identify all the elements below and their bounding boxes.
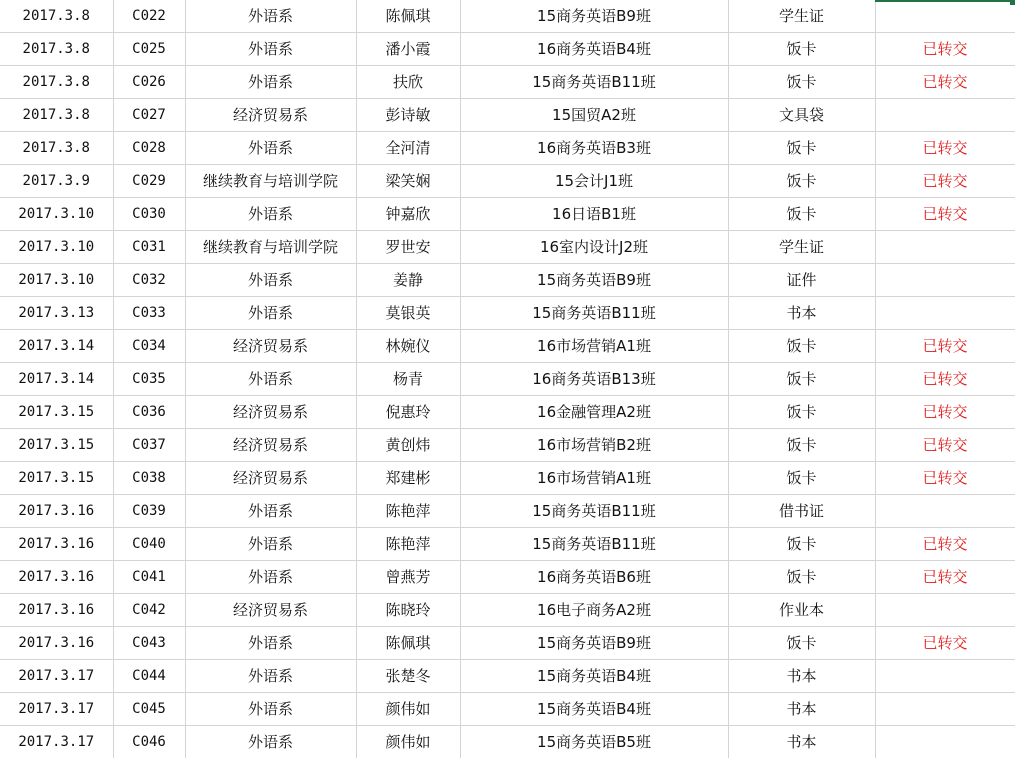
item-cell[interactable]: 书本 [728, 297, 875, 330]
date-cell[interactable]: 2017.3.17 [0, 693, 113, 726]
date-cell[interactable]: 2017.3.15 [0, 462, 113, 495]
status-cell[interactable]: 已转交 [875, 66, 1015, 99]
table-row [0, 264, 1015, 297]
code-cell[interactable]: C038 [113, 462, 185, 495]
class-cell[interactable]: 16金融管理A2班 [460, 396, 728, 429]
department-cell[interactable]: 外语系 [185, 264, 356, 297]
table-row [0, 99, 1015, 132]
date-cell[interactable]: 2017.3.8 [0, 33, 113, 66]
name-cell[interactable]: 倪惠玲 [356, 396, 460, 429]
class-cell[interactable]: 15商务英语B11班 [460, 528, 728, 561]
name-cell[interactable]: 林婉仪 [356, 330, 460, 363]
department-cell[interactable]: 外语系 [185, 660, 356, 693]
date-cell[interactable]: 2017.3.8 [0, 66, 113, 99]
class-cell[interactable]: 16日语B1班 [460, 198, 728, 231]
table-row [0, 396, 1015, 429]
item-cell[interactable]: 书本 [728, 693, 875, 726]
code-cell[interactable]: C030 [113, 198, 185, 231]
code-cell[interactable]: C026 [113, 66, 185, 99]
table-row [0, 660, 1015, 693]
name-cell[interactable]: 陈艳萍 [356, 528, 460, 561]
department-cell[interactable]: 外语系 [185, 297, 356, 330]
class-cell[interactable]: 15商务英语B4班 [460, 693, 728, 726]
table-row [0, 726, 1015, 758]
item-cell[interactable]: 饭卡 [728, 627, 875, 660]
department-cell[interactable]: 外语系 [185, 33, 356, 66]
code-cell[interactable]: C027 [113, 99, 185, 132]
status-cell[interactable]: 已转交 [875, 132, 1015, 165]
department-cell[interactable]: 经济贸易系 [185, 396, 356, 429]
item-cell[interactable]: 文具袋 [728, 99, 875, 132]
code-cell[interactable]: C044 [113, 660, 185, 693]
status-cell[interactable]: 已转交 [875, 627, 1015, 660]
department-cell[interactable]: 继续教育与培训学院 [185, 231, 356, 264]
name-cell[interactable]: 杨青 [356, 363, 460, 396]
date-cell[interactable]: 2017.3.16 [0, 561, 113, 594]
status-cell[interactable]: 已转交 [875, 396, 1015, 429]
department-cell[interactable]: 外语系 [185, 693, 356, 726]
code-cell[interactable]: C043 [113, 627, 185, 660]
name-cell[interactable]: 陈艳萍 [356, 495, 460, 528]
code-cell[interactable]: C025 [113, 33, 185, 66]
name-cell[interactable]: 全河清 [356, 132, 460, 165]
table-row [0, 429, 1015, 462]
code-cell[interactable]: C037 [113, 429, 185, 462]
status-cell[interactable] [875, 495, 1015, 528]
item-cell[interactable]: 饭卡 [728, 330, 875, 363]
department-cell[interactable]: 经济贸易系 [185, 462, 356, 495]
class-cell[interactable]: 16商务英语B13班 [460, 363, 728, 396]
class-cell[interactable]: 15商务英语B9班 [460, 627, 728, 660]
class-cell[interactable]: 16商务英语B4班 [460, 33, 728, 66]
item-cell[interactable]: 证件 [728, 264, 875, 297]
code-cell[interactable]: C046 [113, 726, 185, 758]
department-cell[interactable]: 外语系 [185, 198, 356, 231]
date-cell[interactable]: 2017.3.8 [0, 132, 113, 165]
code-cell[interactable]: C031 [113, 231, 185, 264]
date-cell[interactable]: 2017.3.8 [0, 0, 113, 33]
status-cell[interactable]: 已转交 [875, 429, 1015, 462]
status-cell[interactable]: 已转交 [875, 462, 1015, 495]
class-cell[interactable]: 15商务英语B11班 [460, 66, 728, 99]
date-cell[interactable]: 2017.3.10 [0, 198, 113, 231]
date-cell[interactable]: 2017.3.16 [0, 594, 113, 627]
item-cell[interactable]: 学生证 [728, 0, 875, 33]
date-cell[interactable]: 2017.3.16 [0, 627, 113, 660]
table-row [0, 561, 1015, 594]
department-cell[interactable]: 外语系 [185, 66, 356, 99]
name-cell[interactable]: 曾燕芳 [356, 561, 460, 594]
name-cell[interactable]: 陈晓玲 [356, 594, 460, 627]
name-cell[interactable]: 陈佩琪 [356, 627, 460, 660]
class-cell[interactable]: 16商务英语B6班 [460, 561, 728, 594]
status-cell[interactable] [875, 99, 1015, 132]
status-cell[interactable]: 已转交 [875, 198, 1015, 231]
date-cell[interactable]: 2017.3.15 [0, 429, 113, 462]
department-cell[interactable]: 经济贸易系 [185, 594, 356, 627]
item-cell[interactable]: 饭卡 [728, 429, 875, 462]
table-row [0, 495, 1015, 528]
name-cell[interactable]: 姜静 [356, 264, 460, 297]
status-cell[interactable] [875, 297, 1015, 330]
table-row [0, 528, 1015, 561]
code-cell[interactable]: C045 [113, 693, 185, 726]
table-row [0, 33, 1015, 66]
code-cell[interactable]: C032 [113, 264, 185, 297]
name-cell[interactable]: 梁笑娴 [356, 165, 460, 198]
code-cell[interactable]: C041 [113, 561, 185, 594]
department-cell[interactable]: 外语系 [185, 528, 356, 561]
code-cell[interactable]: C028 [113, 132, 185, 165]
date-cell[interactable]: 2017.3.16 [0, 495, 113, 528]
date-cell[interactable]: 2017.3.16 [0, 528, 113, 561]
date-cell[interactable]: 2017.3.17 [0, 660, 113, 693]
status-cell[interactable] [875, 264, 1015, 297]
table-row [0, 66, 1015, 99]
date-cell[interactable]: 2017.3.13 [0, 297, 113, 330]
status-cell[interactable]: 已转交 [875, 363, 1015, 396]
department-cell[interactable]: 外语系 [185, 726, 356, 758]
status-cell[interactable]: 已转交 [875, 165, 1015, 198]
status-cell[interactable]: 已转交 [875, 33, 1015, 66]
status-cell[interactable]: 已转交 [875, 528, 1015, 561]
status-cell[interactable] [875, 693, 1015, 726]
code-cell[interactable]: C040 [113, 528, 185, 561]
date-cell[interactable]: 2017.3.9 [0, 165, 113, 198]
date-cell[interactable]: 2017.3.10 [0, 231, 113, 264]
code-cell[interactable]: C029 [113, 165, 185, 198]
table-row [0, 693, 1015, 726]
table-row [0, 132, 1015, 165]
date-cell[interactable]: 2017.3.15 [0, 396, 113, 429]
department-cell[interactable]: 外语系 [185, 363, 356, 396]
name-cell[interactable]: 罗世安 [356, 231, 460, 264]
table-row [0, 363, 1015, 396]
item-cell[interactable]: 饭卡 [728, 561, 875, 594]
class-cell[interactable]: 16市场营销A1班 [460, 330, 728, 363]
date-cell[interactable]: 2017.3.17 [0, 726, 113, 758]
item-cell[interactable]: 饭卡 [728, 363, 875, 396]
name-cell[interactable]: 潘小霞 [356, 33, 460, 66]
name-cell[interactable]: 郑建彬 [356, 462, 460, 495]
fill-handle[interactable] [1010, 0, 1015, 5]
department-cell[interactable]: 经济贸易系 [185, 330, 356, 363]
item-cell[interactable]: 饭卡 [728, 165, 875, 198]
class-cell[interactable]: 16市场营销B2班 [460, 429, 728, 462]
status-cell[interactable] [875, 660, 1015, 693]
item-cell[interactable]: 借书证 [728, 495, 875, 528]
class-cell[interactable]: 15商务英语B5班 [460, 726, 728, 758]
status-cell[interactable] [875, 231, 1015, 264]
table-row [0, 627, 1015, 660]
department-cell[interactable]: 外语系 [185, 495, 356, 528]
table-row [0, 165, 1015, 198]
name-cell[interactable]: 张楚冬 [356, 660, 460, 693]
name-cell[interactable]: 彭诗敏 [356, 99, 460, 132]
name-cell[interactable]: 黄创炜 [356, 429, 460, 462]
class-cell[interactable]: 15商务英语B4班 [460, 660, 728, 693]
item-cell[interactable]: 饭卡 [728, 66, 875, 99]
department-cell[interactable]: 外语系 [185, 0, 356, 33]
item-cell[interactable]: 饭卡 [728, 396, 875, 429]
class-cell[interactable]: 15商务英语B11班 [460, 297, 728, 330]
department-cell[interactable]: 经济贸易系 [185, 429, 356, 462]
table-row [0, 198, 1015, 231]
status-cell[interactable]: 已转交 [875, 330, 1015, 363]
name-cell[interactable]: 颜伟如 [356, 726, 460, 758]
table-row [0, 0, 1015, 33]
item-cell[interactable]: 书本 [728, 660, 875, 693]
code-cell[interactable]: C036 [113, 396, 185, 429]
status-cell[interactable] [875, 726, 1015, 758]
item-cell[interactable]: 饭卡 [728, 198, 875, 231]
class-cell[interactable]: 16市场营销A1班 [460, 462, 728, 495]
name-cell[interactable]: 钟嘉欣 [356, 198, 460, 231]
class-cell[interactable]: 15商务英语B11班 [460, 495, 728, 528]
status-cell[interactable] [875, 0, 1015, 33]
table-row [0, 330, 1015, 363]
class-cell[interactable]: 15国贸A2班 [460, 99, 728, 132]
date-cell[interactable]: 2017.3.14 [0, 363, 113, 396]
code-cell[interactable]: C042 [113, 594, 185, 627]
status-cell[interactable] [875, 594, 1015, 627]
item-cell[interactable]: 学生证 [728, 231, 875, 264]
date-cell[interactable]: 2017.3.8 [0, 99, 113, 132]
class-cell[interactable]: 16电子商务A2班 [460, 594, 728, 627]
code-cell[interactable]: C033 [113, 297, 185, 330]
table-row [0, 594, 1015, 627]
class-cell[interactable]: 16商务英语B3班 [460, 132, 728, 165]
department-cell[interactable]: 外语系 [185, 132, 356, 165]
name-cell[interactable]: 扶欣 [356, 66, 460, 99]
class-cell[interactable]: 15商务英语B9班 [460, 264, 728, 297]
date-cell[interactable]: 2017.3.14 [0, 330, 113, 363]
item-cell[interactable]: 饭卡 [728, 528, 875, 561]
date-cell[interactable]: 2017.3.10 [0, 264, 113, 297]
table-row [0, 231, 1015, 264]
item-cell[interactable]: 饭卡 [728, 33, 875, 66]
status-cell[interactable]: 已转交 [875, 561, 1015, 594]
department-cell[interactable]: 继续教育与培训学院 [185, 165, 356, 198]
code-cell[interactable]: C039 [113, 495, 185, 528]
name-cell[interactable]: 莫银英 [356, 297, 460, 330]
active-cell-indicator [875, 0, 1015, 2]
item-cell[interactable]: 饭卡 [728, 462, 875, 495]
name-cell[interactable]: 颜伟如 [356, 693, 460, 726]
item-cell[interactable]: 饭卡 [728, 132, 875, 165]
code-cell[interactable]: C022 [113, 0, 185, 33]
table-row [0, 462, 1015, 495]
department-cell[interactable]: 经济贸易系 [185, 99, 356, 132]
name-cell[interactable]: 陈佩琪 [356, 0, 460, 33]
code-cell[interactable]: C034 [113, 330, 185, 363]
item-cell[interactable]: 作业本 [728, 594, 875, 627]
item-cell[interactable]: 书本 [728, 726, 875, 758]
department-cell[interactable]: 外语系 [185, 561, 356, 594]
table-row [0, 297, 1015, 330]
class-cell[interactable]: 16室内设计J2班 [460, 231, 728, 264]
department-cell[interactable]: 外语系 [185, 627, 356, 660]
class-cell[interactable]: 15商务英语B9班 [460, 0, 728, 33]
class-cell[interactable]: 15会计J1班 [460, 165, 728, 198]
code-cell[interactable]: C035 [113, 363, 185, 396]
